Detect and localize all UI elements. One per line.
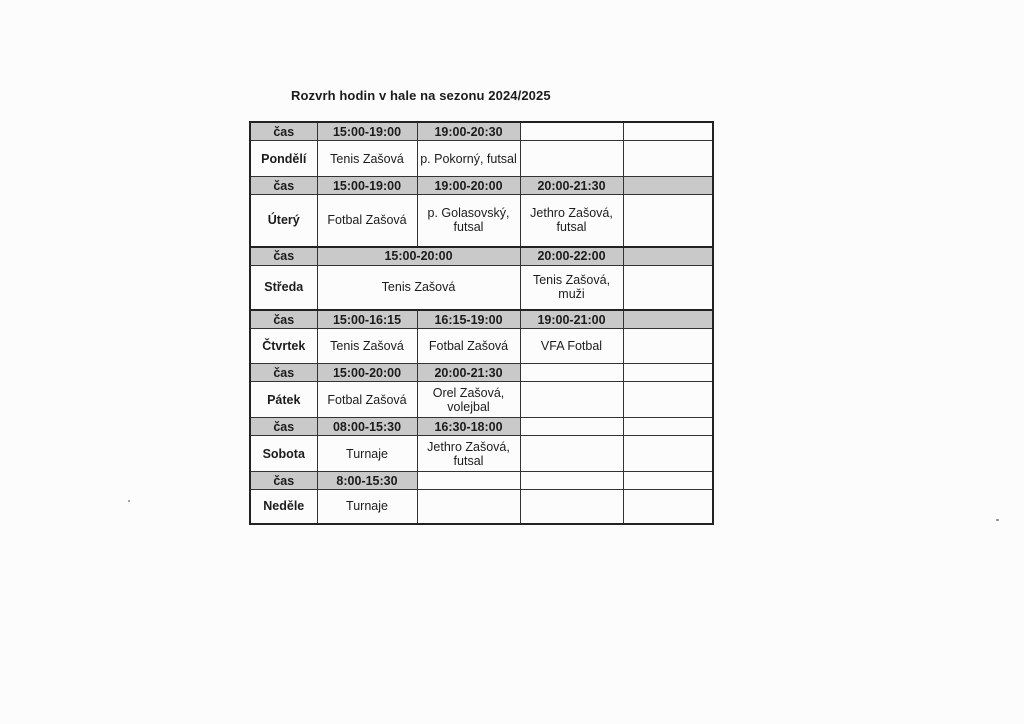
day-label: Pondělí	[250, 141, 317, 177]
page-title: Rozvrh hodin v hale na sezonu 2024/2025	[291, 88, 551, 103]
day-row-monday	[250, 141, 713, 177]
activity-cell: p. Golasovský, futsal	[417, 195, 520, 247]
day-row-saturday	[250, 436, 713, 472]
scan-speck	[128, 500, 130, 502]
activity-cell: Fotbal Zašová	[317, 195, 417, 247]
empty-cell	[623, 382, 713, 418]
activity-cell: Tenis Zašová	[317, 141, 417, 177]
empty-cell	[623, 472, 713, 490]
time-row-tuesday	[250, 177, 713, 195]
day-label: Sobota	[250, 436, 317, 472]
empty-cell	[417, 472, 520, 490]
schedule-table	[249, 121, 714, 525]
cas-label: čas	[250, 310, 317, 329]
activity-cell: Orel Zašová, volejbal	[417, 382, 520, 418]
empty-cell	[623, 177, 713, 195]
activity-cell: Tenis Zašová, muži	[520, 265, 623, 310]
cas-label: čas	[250, 122, 317, 141]
empty-cell	[623, 436, 713, 472]
activity-cell: Tenis Zašová	[317, 329, 417, 364]
day-row-wednesday	[250, 265, 713, 310]
empty-cell	[623, 310, 713, 329]
activity-cell: Turnaje	[317, 490, 417, 524]
activity-cell: Jethro Zašová, futsal	[520, 195, 623, 247]
empty-cell	[417, 490, 520, 524]
activity-cell: Tenis Zašová	[317, 265, 520, 310]
time-slot: 20:00-22:00	[520, 247, 623, 266]
time-slot: 19:00-21:00	[520, 310, 623, 329]
time-slot: 15:00-19:00	[317, 122, 417, 141]
activity-cell: Jethro Zašová, futsal	[417, 436, 520, 472]
cas-label: čas	[250, 177, 317, 195]
time-slot: 19:00-20:00	[417, 177, 520, 195]
empty-cell	[623, 247, 713, 266]
day-label: Pátek	[250, 382, 317, 418]
day-row-tuesday	[250, 195, 713, 247]
activity-cell: Fotbal Zašová	[317, 382, 417, 418]
day-label: Neděle	[250, 490, 317, 524]
activity-cell: Turnaje	[317, 436, 417, 472]
time-slot: 08:00-15:30	[317, 418, 417, 436]
empty-cell	[623, 329, 713, 364]
time-row-wednesday	[250, 247, 713, 266]
scan-speck	[996, 519, 999, 521]
empty-cell	[623, 364, 713, 382]
cas-label: čas	[250, 247, 317, 266]
empty-cell	[623, 490, 713, 524]
time-row-thursday	[250, 310, 713, 329]
empty-cell	[520, 490, 623, 524]
activity-cell: Fotbal Zašová	[417, 329, 520, 364]
empty-cell	[520, 382, 623, 418]
time-row-friday	[250, 364, 713, 382]
empty-cell	[520, 364, 623, 382]
time-row-sunday	[250, 472, 713, 490]
activity-cell: VFA Fotbal	[520, 329, 623, 364]
day-row-thursday	[250, 329, 713, 364]
time-slot: 16:15-19:00	[417, 310, 520, 329]
day-row-friday	[250, 382, 713, 418]
day-label: Úterý	[250, 195, 317, 247]
time-row-monday	[250, 122, 713, 141]
day-row-sunday	[250, 490, 713, 524]
empty-cell	[520, 418, 623, 436]
activity-cell: p. Pokorný, futsal	[417, 141, 520, 177]
time-slot: 20:00-21:30	[520, 177, 623, 195]
empty-cell	[623, 195, 713, 247]
empty-cell	[520, 141, 623, 177]
time-slot: 16:30-18:00	[417, 418, 520, 436]
time-slot: 15:00-20:00	[317, 364, 417, 382]
time-row-saturday	[250, 418, 713, 436]
time-slot: 19:00-20:30	[417, 122, 520, 141]
cas-label: čas	[250, 472, 317, 490]
time-slot: 15:00-20:00	[317, 247, 520, 266]
empty-cell	[520, 436, 623, 472]
day-label: Čtvrtek	[250, 329, 317, 364]
empty-cell	[520, 122, 623, 141]
empty-cell	[623, 122, 713, 141]
cas-label: čas	[250, 418, 317, 436]
day-label: Středa	[250, 265, 317, 310]
time-slot: 15:00-16:15	[317, 310, 417, 329]
time-slot: 20:00-21:30	[417, 364, 520, 382]
empty-cell	[623, 418, 713, 436]
empty-cell	[623, 265, 713, 310]
time-slot: 15:00-19:00	[317, 177, 417, 195]
empty-cell	[520, 472, 623, 490]
time-slot: 8:00-15:30	[317, 472, 417, 490]
cas-label: čas	[250, 364, 317, 382]
empty-cell	[623, 141, 713, 177]
